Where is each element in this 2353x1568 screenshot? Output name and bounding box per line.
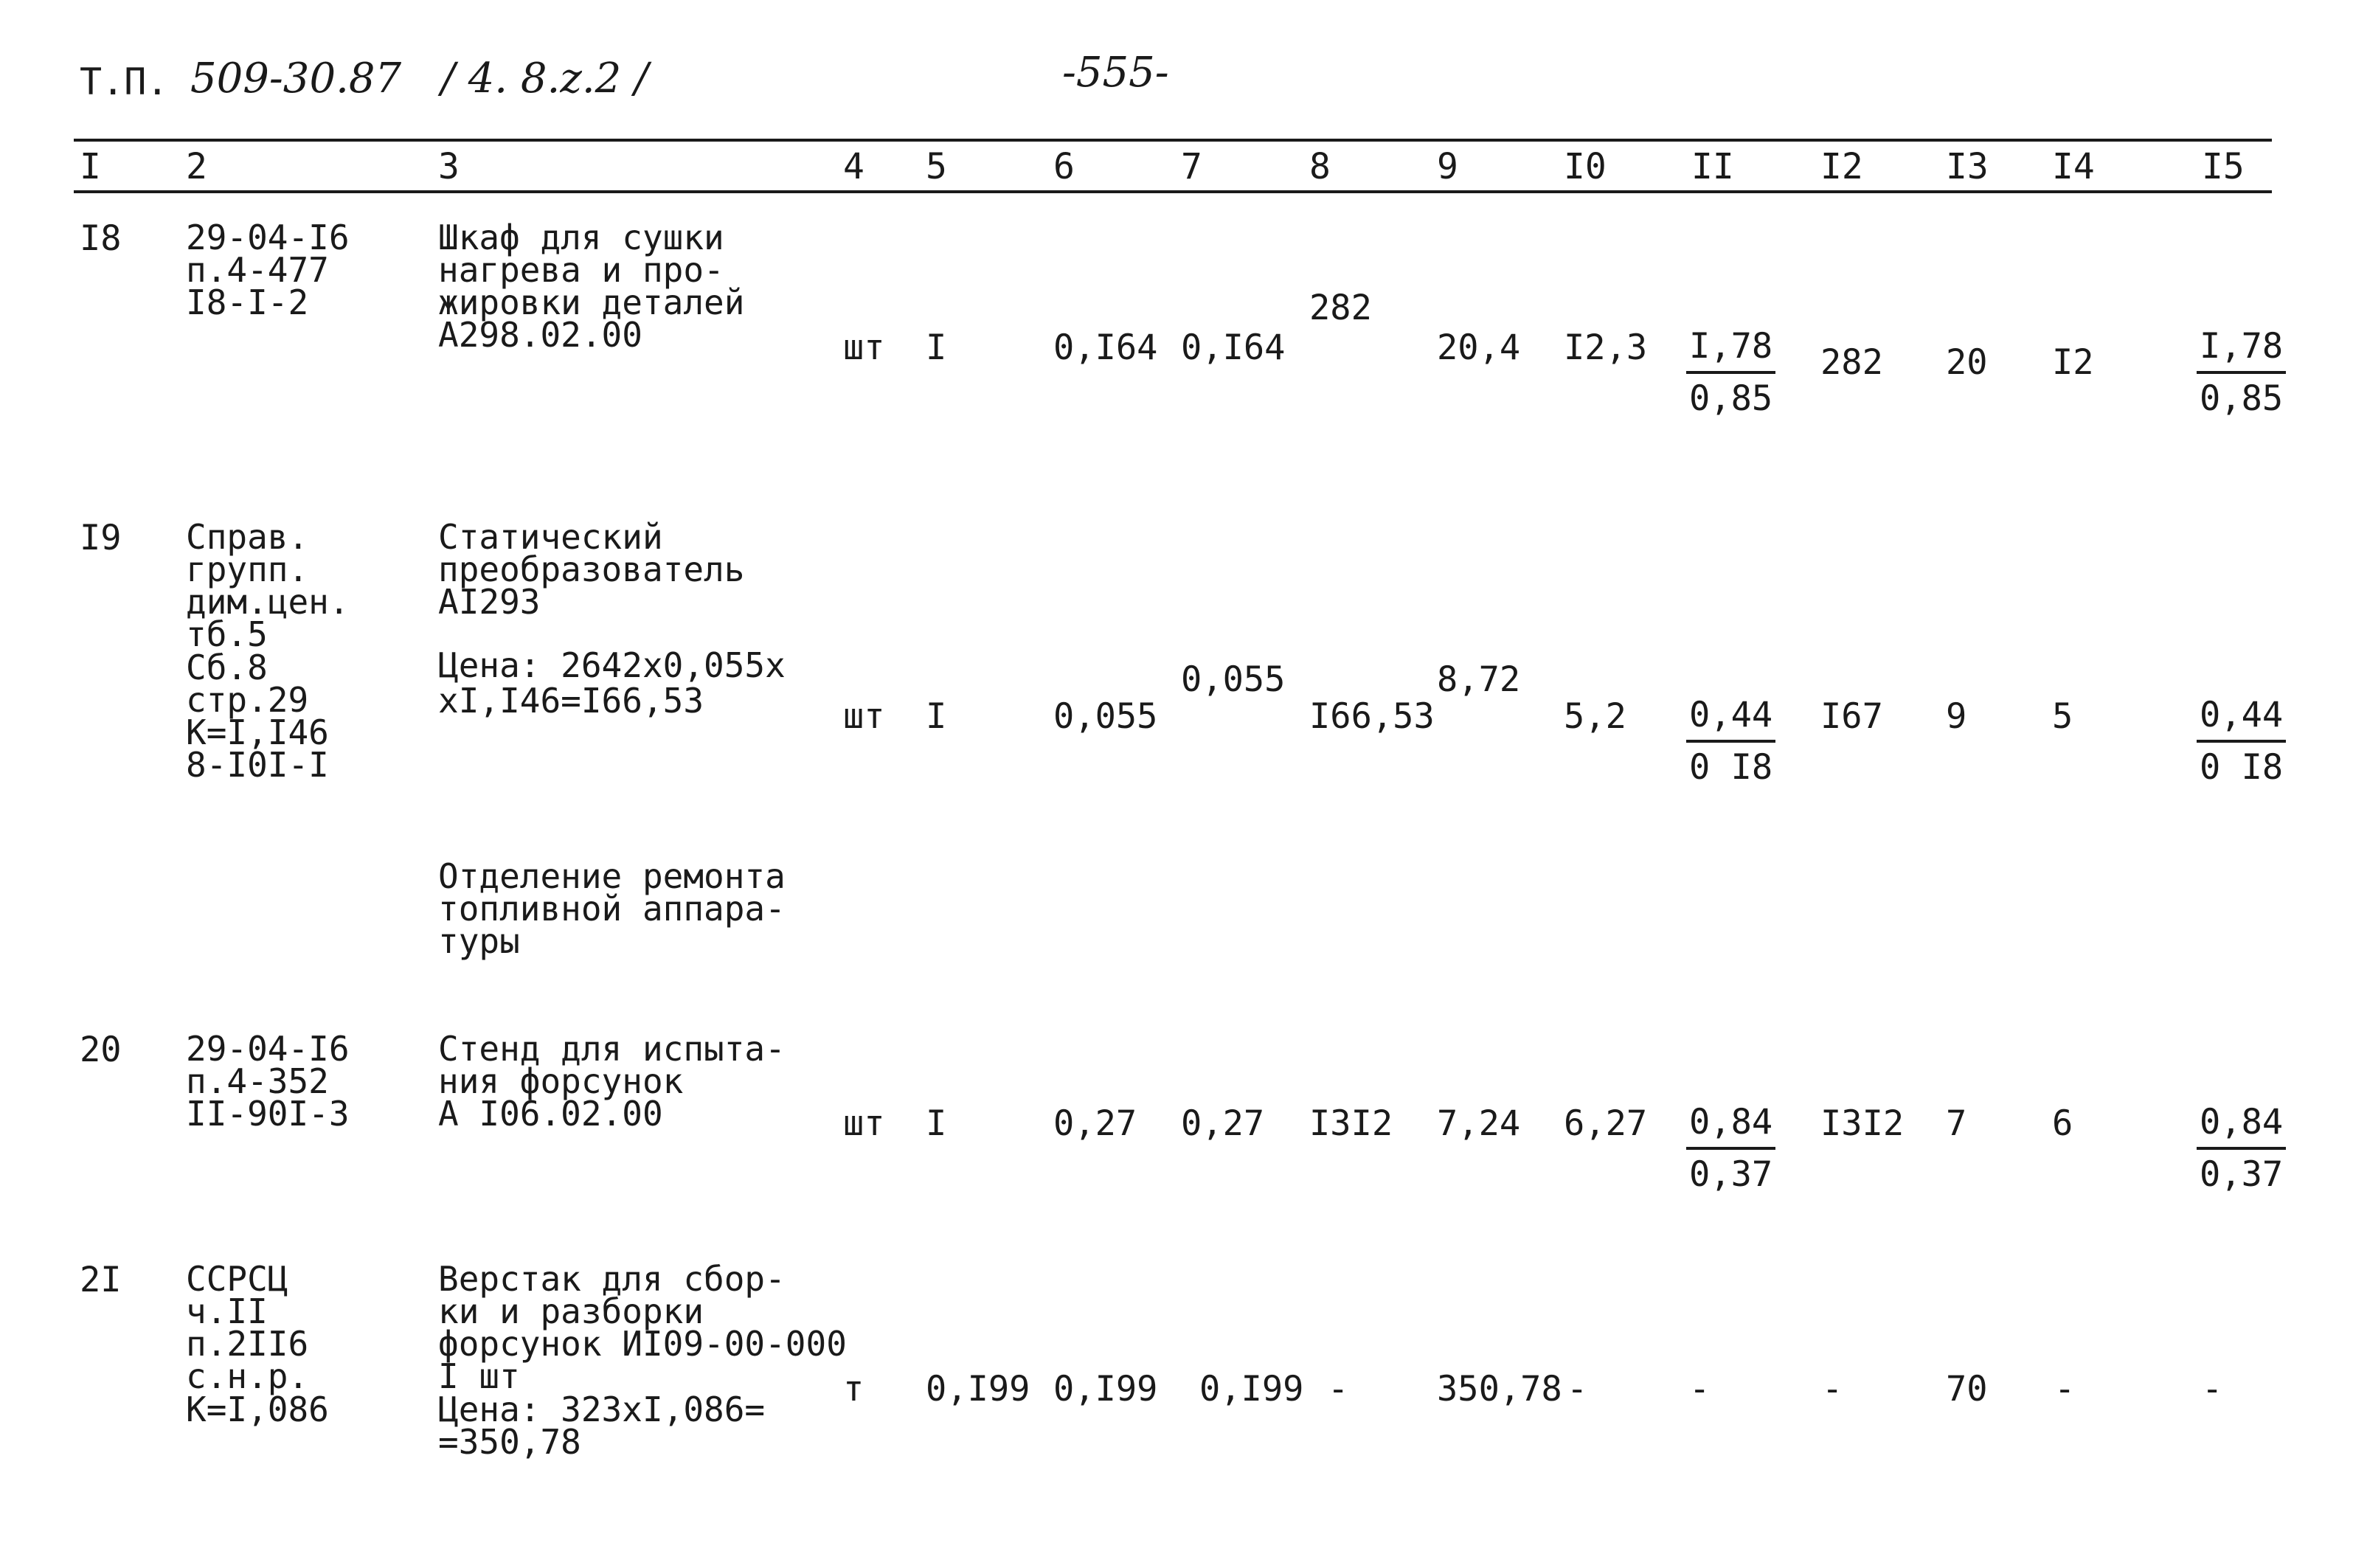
column-header: 5: [926, 146, 947, 187]
cell-col6: 0,27: [1053, 1103, 1137, 1144]
page-number: -555-: [1062, 49, 1169, 97]
fraction-denominator: 0,37: [2200, 1154, 2284, 1195]
column-header: 8: [1309, 146, 1331, 187]
cell-col7: 0,I99: [1199, 1369, 1304, 1409]
fraction-denominator: 0,85: [2200, 378, 2284, 419]
cell-col10: I2,3: [1564, 327, 1648, 368]
fraction-denominator: 0 I8: [1689, 747, 1773, 788]
row-code: 29-04-I6 п.4-352 II-90I-3: [186, 1029, 350, 1134]
fraction-denominator: 0,85: [1689, 378, 1773, 419]
cell-col9: 8,72: [1437, 659, 1521, 700]
doc-stamp: Т.П.: [80, 60, 169, 103]
cell-col9: 350,78: [1437, 1369, 1562, 1409]
cell-col6: 0,I99: [1053, 1369, 1158, 1409]
row-name: Шкаф для сушки нагрева и про- жировки деталей А298.02.00: [438, 218, 745, 355]
row-unit: шт: [843, 696, 885, 737]
cell-col8: I66,53: [1309, 696, 1435, 737]
cell-col7: 0,I64: [1181, 327, 1286, 368]
row-number: 20: [80, 1030, 122, 1070]
column-header: I0: [1564, 146, 1607, 187]
cell-col10: 5,2: [1564, 696, 1626, 737]
cell-col7: 0,055: [1181, 659, 1286, 700]
cell-col14: 5: [2052, 696, 2073, 737]
cell-col9: 20,4: [1437, 327, 1521, 368]
column-header: 6: [1053, 146, 1075, 187]
row-number: I9: [80, 518, 122, 558]
cell-col6: 0,055: [1053, 696, 1158, 737]
cell-col9: 7,24: [1437, 1103, 1521, 1144]
fraction-numerator: 0,84: [1686, 1102, 1775, 1150]
cell-col13: 20: [1946, 342, 1988, 383]
cell-col12: I3I2: [1820, 1103, 1905, 1144]
cell-col15-fraction: [2197, 695, 2286, 788]
row-qty: I: [926, 327, 947, 368]
cell-col15-fraction: [2197, 326, 2286, 419]
cell-col11-fraction: [1686, 1102, 1775, 1195]
header-underline: [74, 190, 2272, 193]
row-qty: 0,I99: [926, 1369, 1030, 1409]
column-header: 3: [438, 146, 460, 187]
row-qty: I: [926, 696, 947, 737]
cell-col8: 282: [1309, 288, 1372, 328]
column-header: 4: [843, 146, 864, 187]
cell-col12: I67: [1820, 696, 1883, 737]
row-number: 2I: [80, 1260, 122, 1300]
column-header: 7: [1181, 146, 1202, 187]
row-number: I8: [80, 218, 122, 259]
column-header: I3: [1946, 146, 1989, 187]
cell-col10: 6,27: [1564, 1103, 1648, 1144]
fraction-numerator: 0,84: [2197, 1102, 2286, 1150]
cell-col10: -: [1567, 1369, 1588, 1409]
column-header: I: [80, 146, 101, 187]
cell-col12: -: [1822, 1369, 1843, 1409]
cell-col13: 7: [1946, 1103, 1967, 1144]
column-header: II: [1691, 146, 1734, 187]
row-code: ССРСЦ ч.II п.2II6 с.н.р. К=I,086: [186, 1259, 329, 1429]
column-header: 9: [1437, 146, 1458, 187]
fraction-numerator: 0,44: [2197, 695, 2286, 743]
fraction-numerator: I,78: [1686, 326, 1775, 374]
cell-col6: 0,I64: [1053, 327, 1158, 368]
cell-col7: 0,27: [1181, 1103, 1265, 1144]
section-heading: Отделение ремонта топливной аппара- туры: [438, 856, 786, 962]
cell-col8: -: [1328, 1369, 1349, 1409]
cell-col8: I3I2: [1309, 1103, 1393, 1144]
column-header: I4: [2052, 146, 2095, 187]
sheet-reference: / 4. 8.z.2 /: [441, 55, 648, 103]
fraction-numerator: 0,44: [1686, 695, 1775, 743]
cell-col14: -: [2054, 1369, 2076, 1409]
cell-col11: -: [1689, 1369, 1711, 1409]
column-header: 2: [186, 146, 207, 187]
column-header: I2: [1820, 146, 1863, 187]
cell-col13: 9: [1946, 696, 1967, 737]
row-qty: I: [926, 1103, 947, 1144]
row-code: 29-04-I6 п.4-477 I8-I-2: [186, 218, 350, 323]
cell-col11-fraction: [1686, 695, 1775, 788]
row-unit: т: [843, 1369, 864, 1409]
cell-col12: 282: [1820, 342, 1883, 383]
fraction-numerator: I,78: [2197, 326, 2286, 374]
row-name: Верстак для сбор- ки и разборки форсунок ИI09-00-000 I шт Цена: 323хI,086= =350,78: [438, 1259, 847, 1462]
cell-col11-fraction: [1686, 326, 1775, 419]
row-price-note: Цена: 2642х0,055х хI,I46=I66,53: [438, 645, 786, 721]
cell-col15: -: [2202, 1369, 2223, 1409]
row-unit: шт: [843, 1103, 885, 1144]
row-name: Статический преобразователь АI293: [438, 517, 745, 622]
fraction-denominator: 0,37: [1689, 1154, 1773, 1195]
column-header: I5: [2202, 146, 2245, 187]
top-rule: [74, 139, 2272, 142]
fraction-denominator: 0 I8: [2200, 747, 2284, 788]
cell-col13: 70: [1946, 1369, 1988, 1409]
row-unit: шт: [843, 327, 885, 368]
cell-col14: I2: [2052, 342, 2094, 383]
row-code: Справ. групп. дим.цен. тб.5 Сб.8 стр.29 К=I,I46 8-I0I-I: [186, 517, 350, 785]
row-name: Стенд для испыта- ния форсунок А I06.02.00: [438, 1029, 786, 1134]
cell-col14: 6: [2052, 1103, 2073, 1144]
cell-col15-fraction: [2197, 1102, 2286, 1195]
doc-number: 509-30.87: [190, 55, 402, 103]
